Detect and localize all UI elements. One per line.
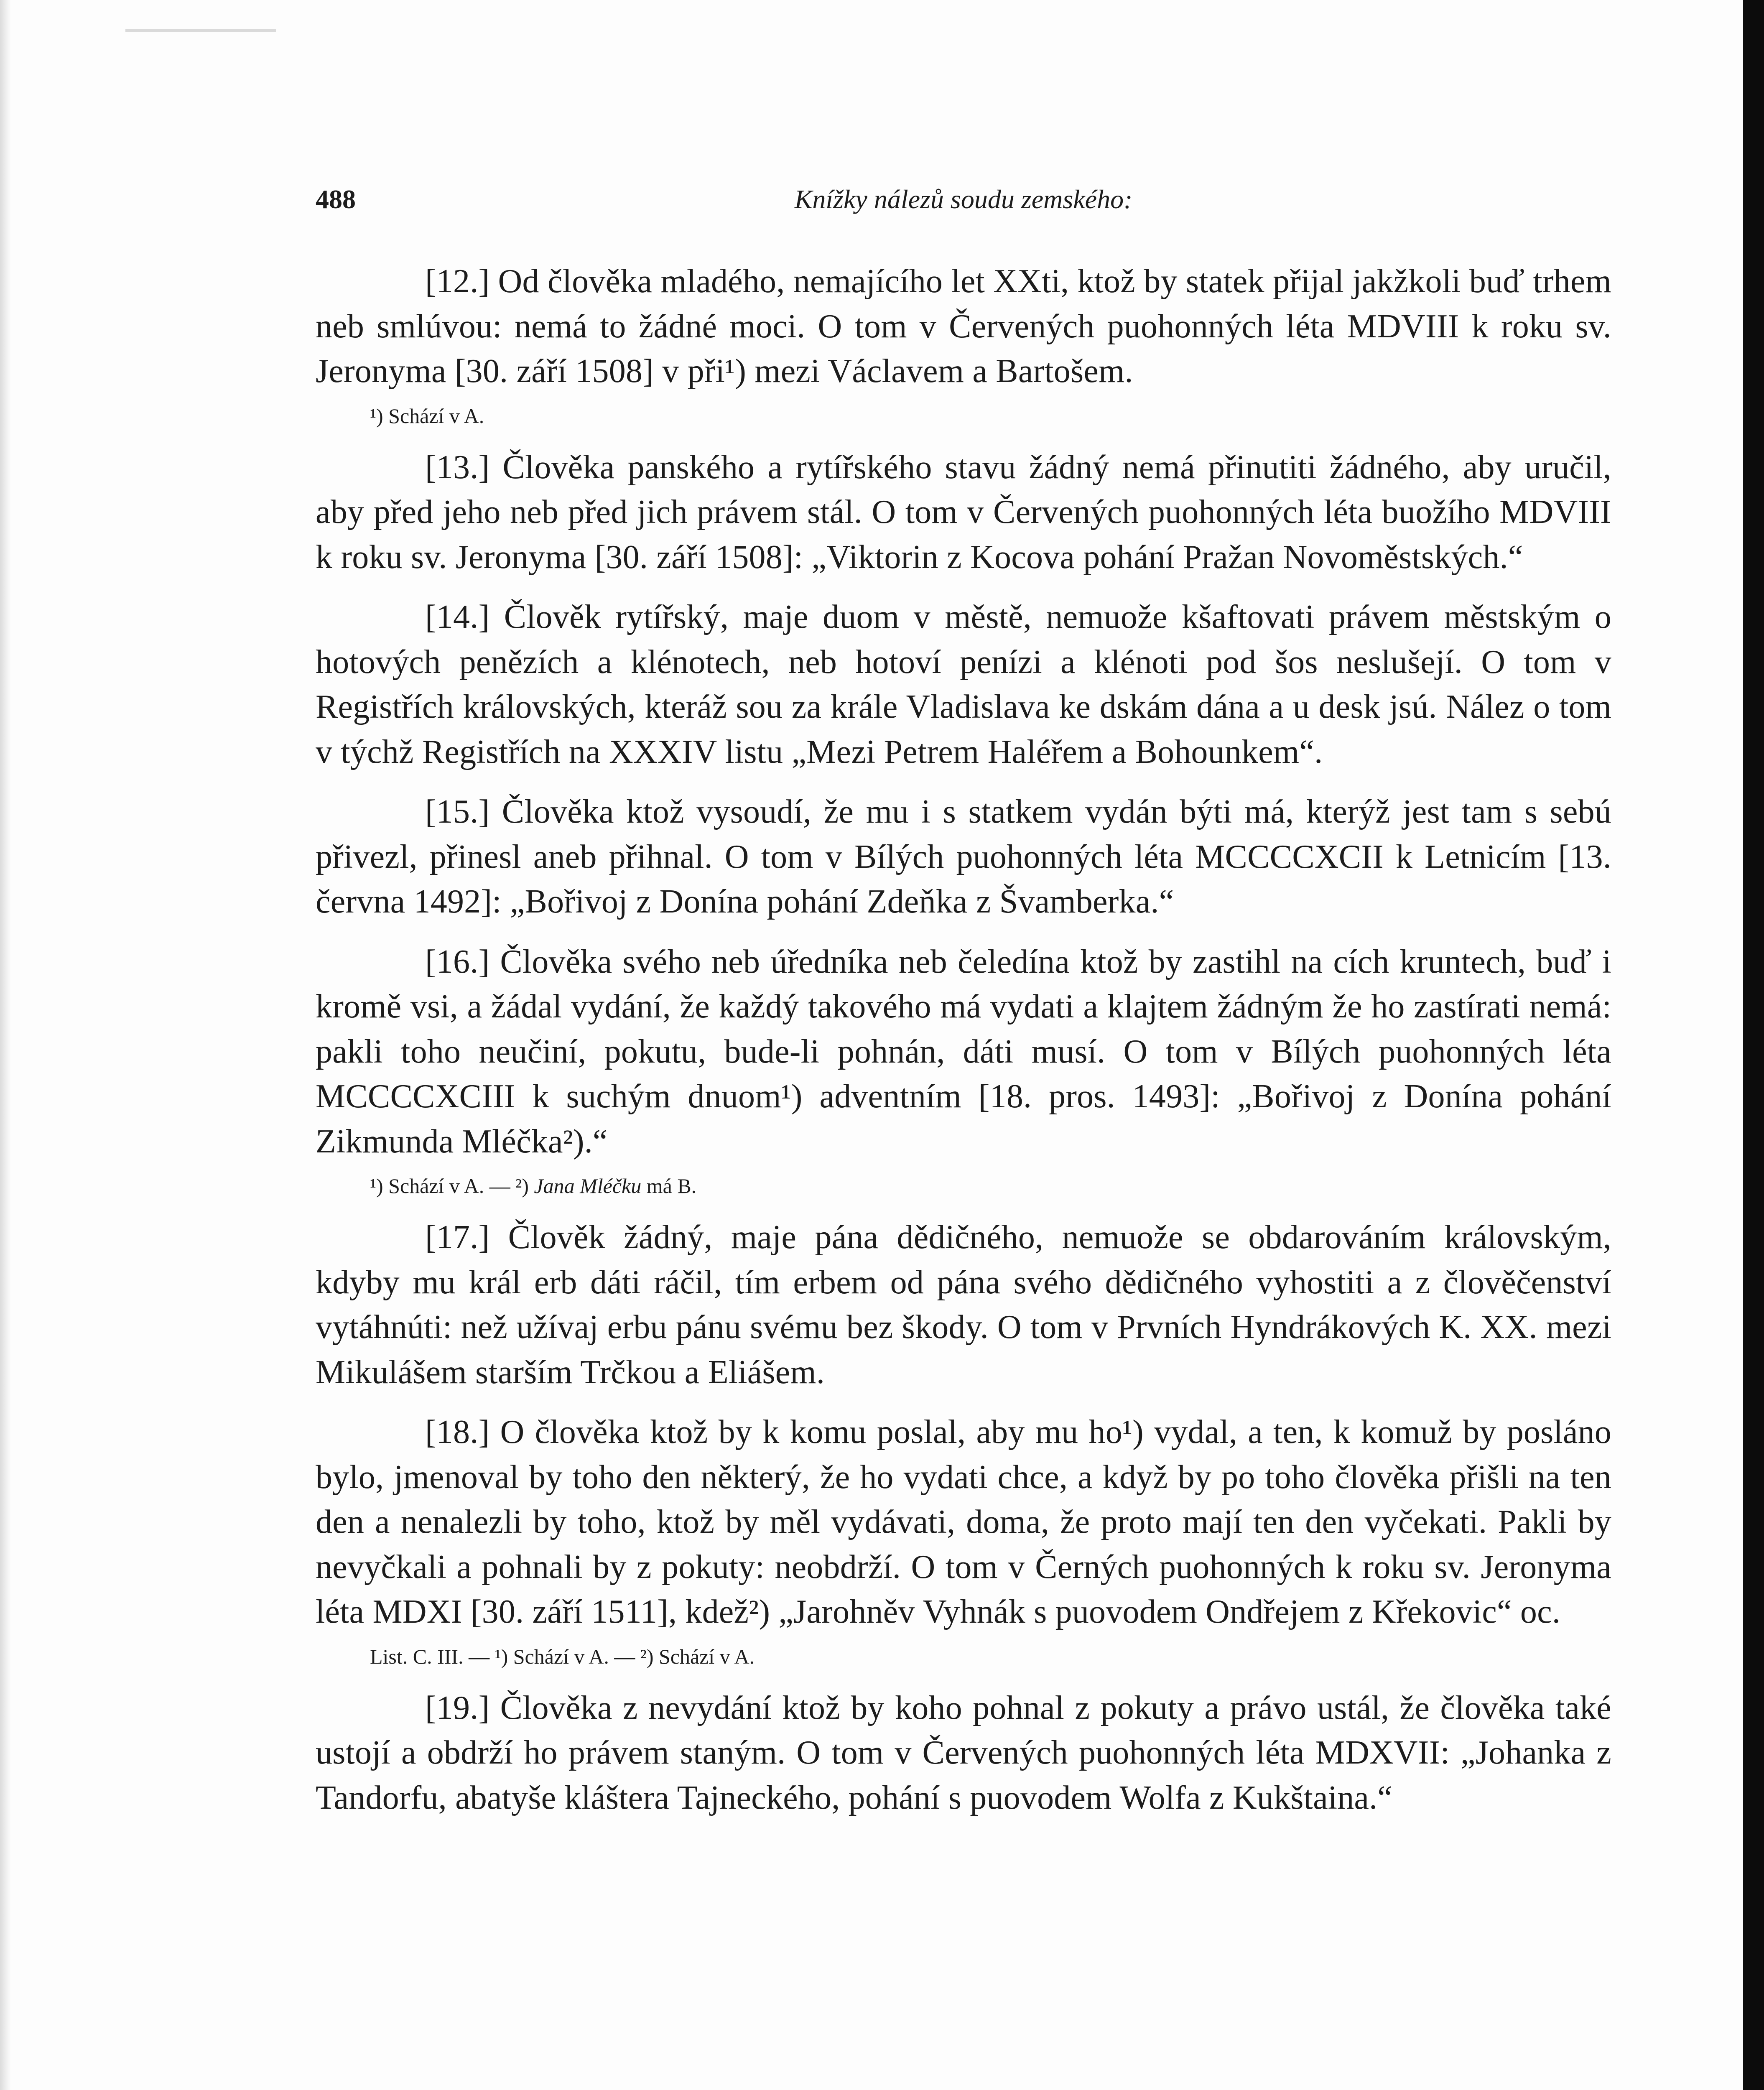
paragraph-13: [13.] Člověka panského a rytířského stavu žádný nemá přinutiti žádného, aby uručil, aby před jeho neb před jich právem stál. O tom v Červených puohonných léta buožího MDVIII k roku sv. Jeronyma [30. září 1508]: „Viktorin z Kocova pohání Pražan Novoměstských.“	[316, 449, 1611, 576]
page-number: 488	[316, 184, 356, 214]
scan-top-smudge	[125, 0, 276, 32]
running-head	[316, 184, 1611, 222]
paragraph-14: [14.] Člověk rytířský, maje duom v městě, nemuože kšaftovati právem městským o hotových penězích a klénotech, neb hotoví penízi a klénoti pod šos neslušejí. O tom v Registřích královských, kteráž sou za krále Vladislava ke dskám dána a u desk jsú. Nález o tom v týchž Registřích na XXXIV listu „Mezi Petrem Haléřem a Bohounkem“.	[316, 599, 1611, 770]
scan-left-shadow	[0, 0, 11, 2090]
footnote-16-part-a: ¹) Schází v A. — ²)	[370, 1174, 529, 1198]
paragraph-15: [15.] Člověka ktož vysoudí, že mu i s statkem vydán býti má, kterýž jest tam s sebú přivezl, přinesl aneb přihnal. O tom v Bílých puohonných léta MCCCCXCII k Letnicím [13. června 1492]: „Bořivoj z Donína pohání Zdeňka z Švamberka.“	[316, 793, 1611, 920]
footnote-18: List. C. III. — ¹) Schází v A. — ²) Schází v A.	[370, 1644, 755, 1668]
paragraph-16: [16.] Člověka svého neb úředníka neb čeledína ktož by zastihl na cích kruntech, buď i kromě vsi, a žádal vydání, že každý takového má vydati a klajtem žádným že ho zastírati nemá: pakli toho neučiní, pokutu, bude-li pohnán, dáti musí. O tom v Bílých puohonných léta MCCCCXCIII k suchým dnuom¹) adventním [18. pros. 1493]: „Bořivoj z Donína pohání Zikmunda Mléčka²).“	[316, 943, 1611, 1160]
footnote-16	[370, 1172, 1611, 1200]
footnote-16-part-c: má B.	[646, 1174, 697, 1198]
footnote-12: ¹) Schází v A.	[370, 404, 484, 428]
running-title: Knížky nálezů soudu zemského:	[794, 184, 1133, 214]
paragraph-19: [19.] Člověka z nevydání ktož by koho pohnal z pokuty a právo ustál, že člověka také ustojí a obdrží ho právem staným. O tom v Červených puohonných léta MDXVII: „Johanka z Tandorfu, abatyše kláštera Tajneckého, pohání s puovodem Wolfa z Kukštaina.“	[316, 1689, 1611, 1816]
footnote-16-italic: Jana Mléčku	[534, 1174, 642, 1198]
paragraph-18: [18.] O člověka ktož by k komu poslal, aby mu ho¹) vydal, a ten, k komuž by posláno bylo, jmenoval by toho den některý, že ho vydati chce, a když by po toho člověka přišli na ten den a nenalezli by toho, ktož by měl vydávati, doma, že proto mají ten den vyčekati. Pakli by nevyčkali a pohnali by z pokuty: neobdrží. O tom v Černých puohonných k roku sv. Jeronyma léta MDXI [30. září 1511], kdež²) „Jarohněv Vyhnák s puovodem Ondřejem z Křekovic“ oc.	[316, 1414, 1611, 1630]
paragraph-17: [17.] Člověk žádný, maje pána dědičného, nemuože se obdarováním královským, kdyby mu král erb dáti ráčil, tím erbem od pána svého dědičného vyhostiti a z člověčenství vytáhnúti: než užívaj erbu pánu svému bez škody. O tom v Prvních Hyndrákových K. XX. mezi Mikulášem starším Trčkou a Eliášem.	[316, 1219, 1611, 1391]
paragraph-12: [12.] Od člověka mladého, nemajícího let XXti, ktož by statek přijal jakžkoli buď trhem neb smlúvou: nemá to žádné moci. O tom v Červených puohonných léta MDVIII k roku sv. Jeronyma [30. září 1508] v při¹) mezi Václavem a Bartošem.	[316, 263, 1611, 390]
page	[316, 184, 1611, 1835]
scan-right-border	[1743, 0, 1764, 2090]
